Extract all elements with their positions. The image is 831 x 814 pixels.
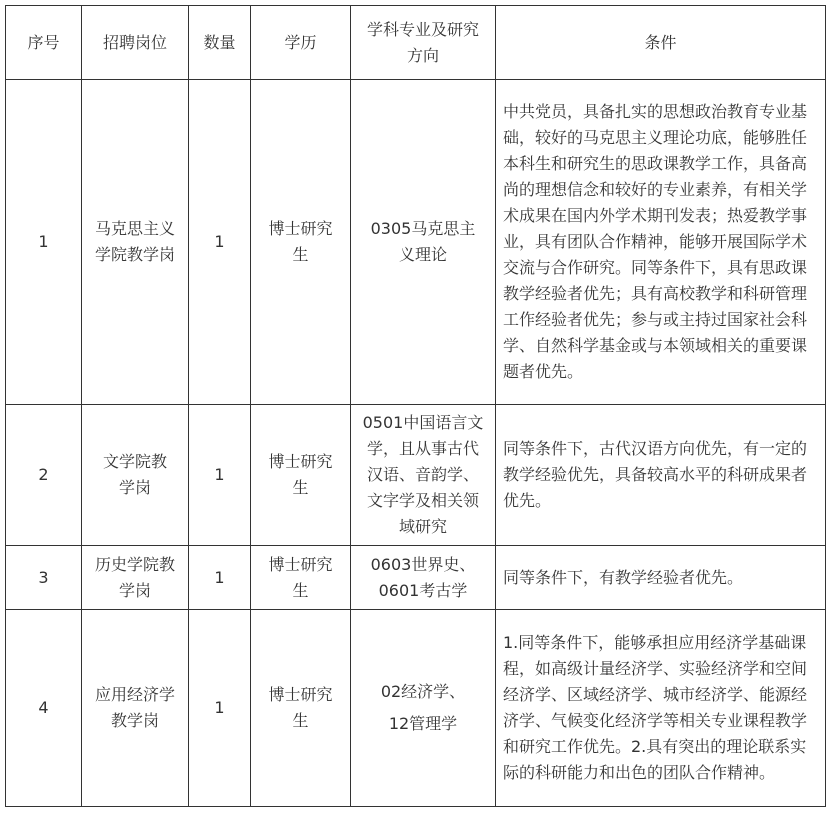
cell-quantity: 1: [189, 546, 251, 610]
header-quantity: 数量: [189, 6, 251, 80]
cell-major-text: 02经济学、12管理学: [380, 682, 466, 733]
header-position: 招聘岗位: [82, 6, 189, 80]
cell-position-text: 文学院教学岗: [102, 452, 167, 497]
cell-seq: 2: [6, 405, 82, 546]
cell-education-text: 博士研究生: [268, 554, 333, 600]
cell-major: [351, 80, 496, 405]
cell-major-text: 0501中国语言文学，且从事古代汉语、音韵学、文字学及相关领域研究: [362, 413, 484, 536]
header-seq: 序号: [6, 6, 82, 80]
cell-major: [351, 405, 496, 546]
cell-major: [351, 546, 496, 610]
cell-position: [82, 80, 189, 405]
cell-major-text: 0305马克思主义理论: [370, 219, 476, 264]
table-row: [6, 405, 826, 546]
cell-education: [251, 546, 351, 610]
cell-position-text: 应用经济学教学岗: [94, 685, 175, 730]
cell-conditions: 1.同等条件下，能够承担应用经济学基础课程，如高级计量经济学、实验经济学和空间经济学、区域经济学、城市经济学、能源经济学、气候变化经济学等相关专业课程教学和研究工作优先。2.具有突出的理论联系实际的科研能力和出色的团队合作精神。: [496, 610, 826, 807]
header-conditions: 条件: [496, 6, 826, 80]
cell-major: [351, 610, 496, 807]
cell-education: [251, 405, 351, 546]
recruitment-table: [5, 5, 826, 807]
cell-education: [251, 80, 351, 405]
cell-major-text: 0603世界史、0601考古学: [370, 554, 476, 600]
cell-education: [251, 610, 351, 807]
cell-seq: 4: [6, 610, 82, 807]
cell-position-text: 历史学院教学岗: [94, 554, 175, 600]
cell-position: [82, 405, 189, 546]
table-row: [6, 80, 826, 405]
cell-conditions: 同等条件下，有教学经验者优先。: [496, 546, 826, 610]
header-education: 学历: [251, 6, 351, 80]
table-row: [6, 546, 826, 610]
cell-quantity: 1: [189, 80, 251, 405]
cell-education-text: 博士研究生: [268, 219, 333, 264]
cell-seq: 1: [6, 80, 82, 405]
cell-position-text: 马克思主义学院教学岗: [94, 219, 175, 264]
cell-position: [82, 546, 189, 610]
cell-seq: 3: [6, 546, 82, 610]
header-major: [351, 6, 496, 80]
cell-quantity: 1: [189, 405, 251, 546]
cell-education-text: 博士研究生: [268, 685, 333, 730]
header-major-text: 学科专业及研究方向: [367, 19, 480, 65]
cell-position: [82, 610, 189, 807]
table-row: [6, 610, 826, 807]
cell-conditions: 同等条件下，古代汉语方向优先，有一定的教学经验优先，具备较高水平的科研成果者优先。: [496, 405, 826, 546]
cell-education-text: 博士研究生: [268, 452, 333, 497]
cell-conditions: 中共党员，具备扎实的思想政治教育专业基础，较好的马克思主义理论功底，能够胜任本科生和研究生的思政课教学工作，具备高尚的理想信念和较好的专业素养，有相关学术成果在国内外学术期刊发表；热爱教学事业，具有团队合作精神，能够开展国际学术交流与合作研究。同等条件下，具有思政课教学经验者优先；具有高校教学和科研管理工作经验者优先；参与或主持过国家社会科学、自然科学基金或与本领域相关的重要课题者优先。: [496, 80, 826, 405]
cell-quantity: 1: [189, 610, 251, 807]
header-row: [6, 6, 826, 80]
